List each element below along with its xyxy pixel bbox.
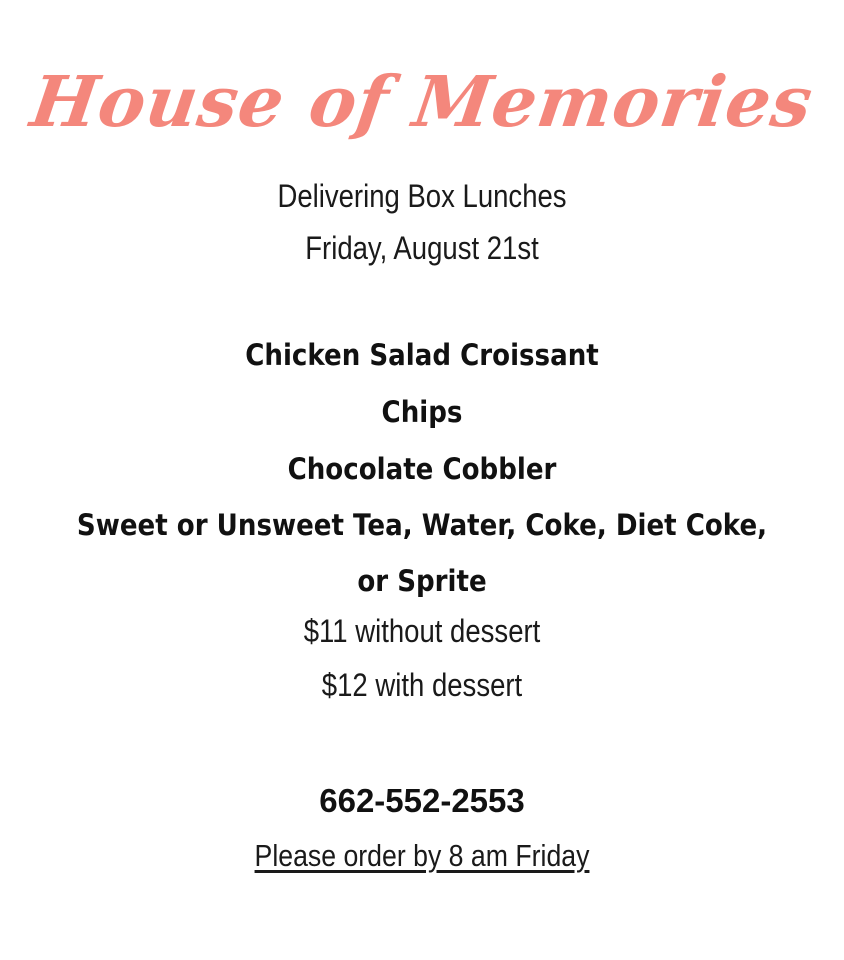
phone-number: 662-552-2553 (319, 782, 525, 819)
price-without-dessert: $11 without dessert (303, 613, 541, 649)
intro-line-delivering: Delivering Box Lunches (277, 178, 567, 214)
menu-item-dessert: Chocolate Cobbler (287, 452, 557, 486)
menu-drinks-line-1: Sweet or Unsweet Tea, Water, Coke, Diet Coke, (76, 508, 768, 542)
flyer-title: House of Memories (26, 60, 819, 143)
menu-item-chips: Chips (381, 395, 463, 429)
intro-line-date: Friday, August 21st (305, 230, 539, 266)
menu-item-sandwich: Chicken Salad Croissant (245, 338, 599, 372)
menu-drinks-line-2: or Sprite (357, 564, 487, 598)
order-deadline: Please order by 8 am Friday (254, 838, 590, 873)
price-with-dessert: $12 with dessert (321, 667, 523, 703)
